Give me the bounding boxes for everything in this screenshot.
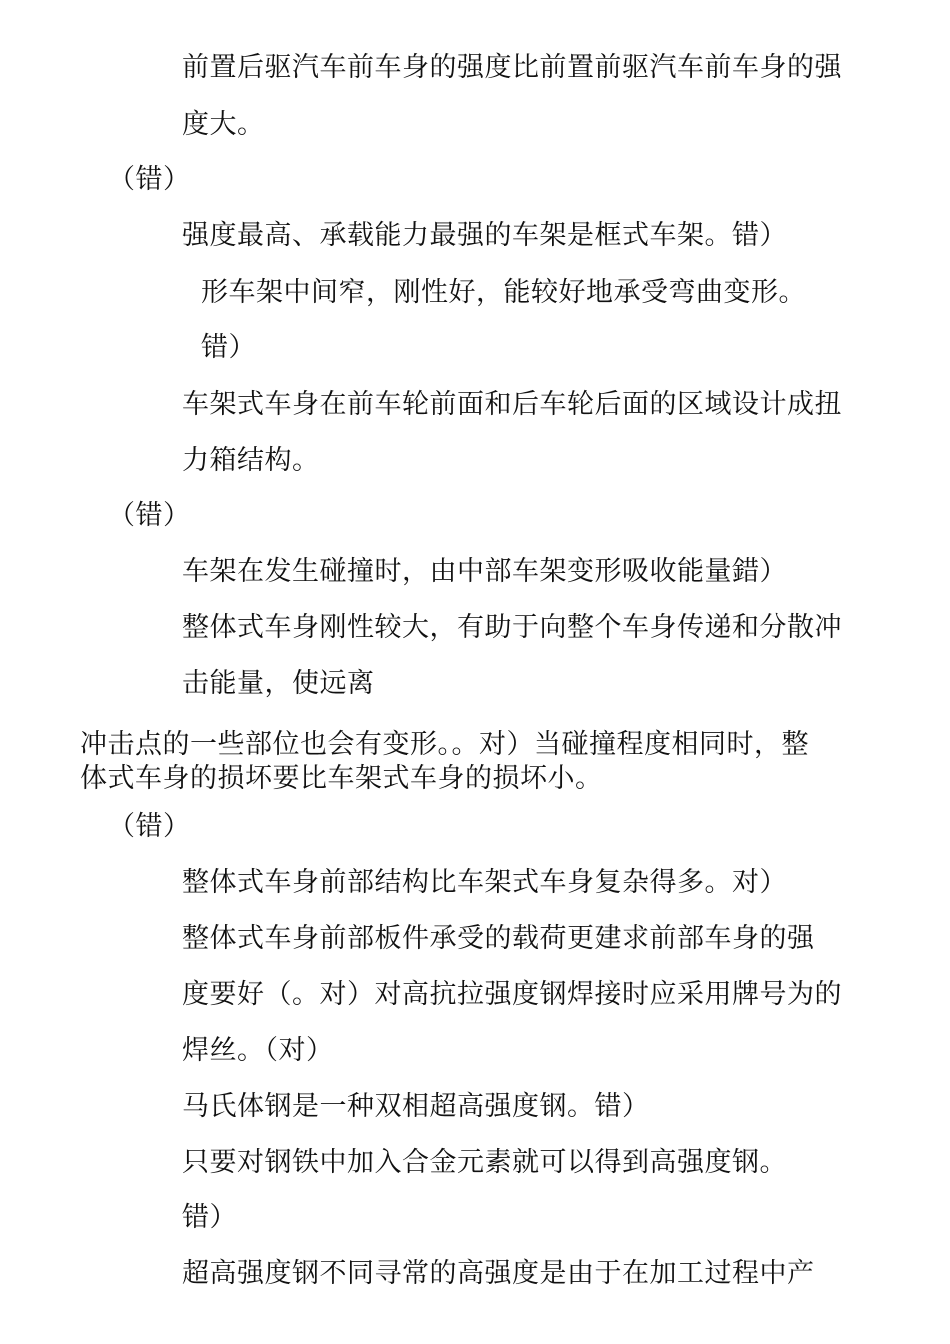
text-line: 车架式车身在前车轮前面和后车轮后面的区域设计成扭 — [182, 389, 842, 420]
text-line: 前置后驱汽车前车身的强度比前置前驱汽车前车身的强 — [182, 52, 842, 83]
text-line: 整体式车身刚性较大，有助于向整个车身传递和分散冲 — [182, 612, 842, 643]
text-line: 强度最高、承载能力最强的车架是框式车架。错） — [182, 220, 787, 251]
text-line: 错） — [182, 1202, 237, 1233]
text-line: 度大。 — [182, 109, 265, 140]
text-line: 击能量，使远离 — [182, 668, 375, 699]
text-line: 力箱结构。 — [182, 445, 320, 476]
text-line: 马氏体钢是一种双相超高强度钢。错） — [182, 1091, 650, 1122]
text-line: 只要对钢铁中加入合金元素就可以得到高强度钢。 — [182, 1147, 787, 1178]
text-line: 焊丝。（对） — [182, 1035, 334, 1066]
text-line: （错） — [108, 811, 191, 842]
text-line: 整体式车身前部板件承受的载荷更建求前部车身的强 — [182, 923, 815, 954]
text-line: 车架在发生碰撞时，由中部车架变形吸收能量錯） — [182, 556, 787, 587]
text-line: 整体式车身前部结构比车架式车身复杂得多。对） — [182, 867, 787, 898]
text-line: （错） — [108, 500, 191, 531]
text-line: 形车架中间窄，刚性好，能较好地承受弯曲变形。 — [201, 277, 806, 308]
text-line: 超高强度钢不同寻常的高强度是由于在加工过程中产 — [182, 1258, 815, 1289]
text-line: （错） — [108, 164, 191, 195]
text-line: 冲击点的一些部位也会有变形。。对）当碰撞程度相同时，整 — [80, 729, 809, 760]
text-line: 度要好（。对）对高抗拉强度钢焊接时应采用牌号为的 — [182, 979, 842, 1010]
text-line: 体式车身的损坏要比车架式车身的损坏小。 — [80, 763, 603, 794]
text-line: 错） — [201, 332, 256, 363]
